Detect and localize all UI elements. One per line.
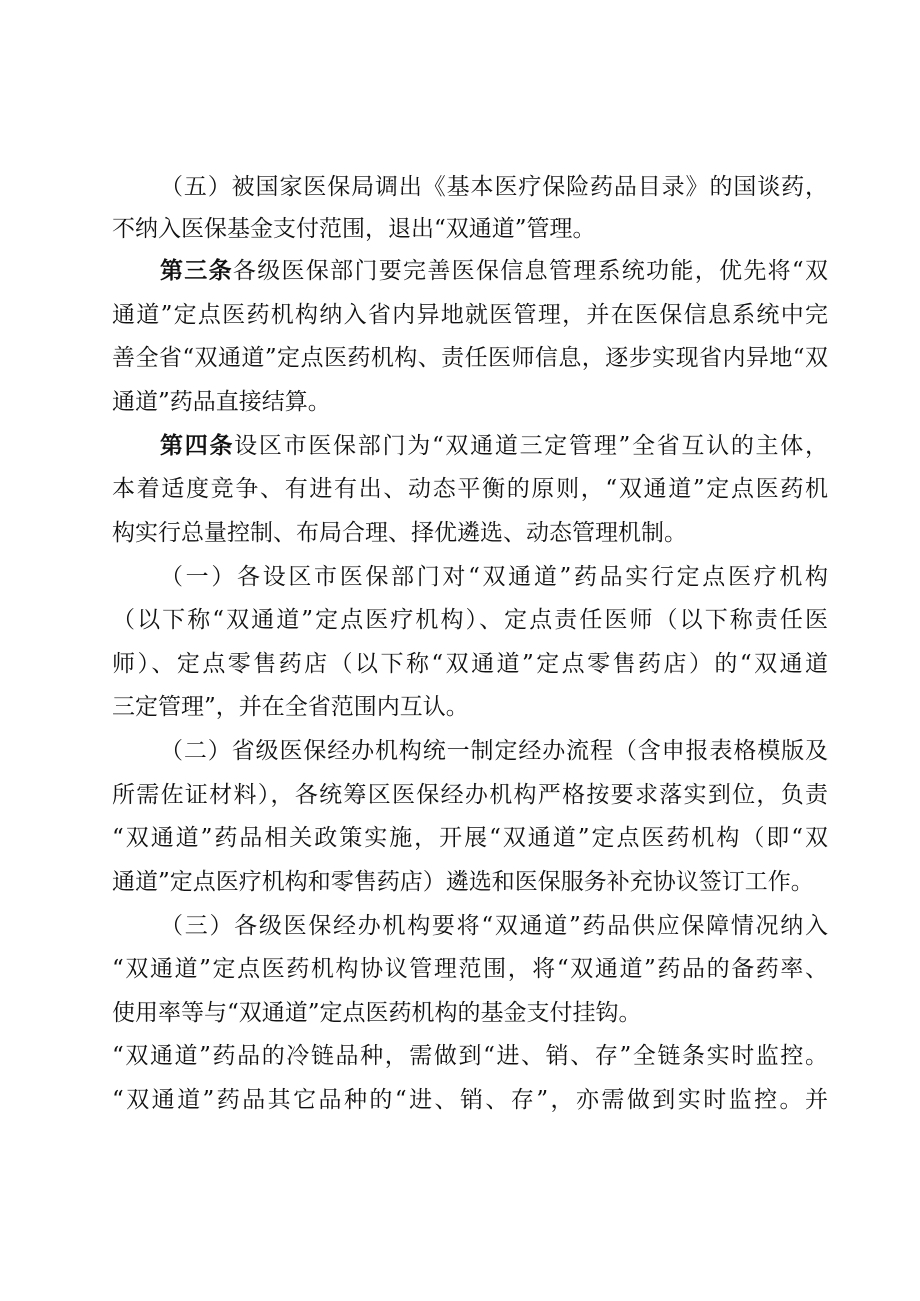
article-4-heading: 第四条 (160, 432, 235, 459)
text-line: （五）被国家医保局调出《基本医疗保险药品目录》的国谈药， (160, 174, 828, 200)
text-line: 三定管理”，并在全省范围内互认。 (112, 694, 469, 720)
text-line: （三）各级医保经办机构要将“双通道”药品供应保障情况纳入 (160, 913, 828, 939)
text-line: 善全省“双通道”定点医药机构、责任医师信息，逐步实现省内异地“双 (112, 345, 828, 371)
text-line: 通道”药品直接结算。 (112, 389, 331, 415)
text-span: 设区市医保部门为“双通道三定管理”全省互认的主体， (234, 433, 828, 459)
text-line: （一）各设区市医保部门对“双通道”药品实行定点医疗机构 (160, 564, 828, 590)
text-span: 各级医保部门要完善医保信息管理系统功能，优先将“双 (232, 258, 828, 284)
article-4-first-line (160, 431, 828, 461)
text-line: “双通道”定点医药机构协议管理范围，将“双通道”药品的备药率、 (112, 956, 828, 982)
text-line: 通道”定点医药机构纳入省内异地就医管理，并在医保信息系统中完 (112, 302, 828, 328)
text-line: （以下称“双通道”定点医疗机构）、定点责任医师（以下称责任医 (112, 607, 828, 633)
text-line: 通道”定点医疗机构和零售药店）遴选和医保服务补充协议签订工作。 (112, 869, 814, 895)
text-line: 本着适度竞争、有进有出、动态平衡的原则，“双通道”定点医药机 (112, 476, 828, 502)
text-line: 不纳入医保基金支付范围，退出“双通道”管理。 (112, 216, 596, 242)
text-line: “双通道”药品的冷链品种，需做到“进、销、存”全链条实时监控。 (112, 1043, 828, 1069)
text-line: （二）省级医保经办机构统一制定经办流程（含申报表格模版及 (160, 738, 828, 764)
text-line: 使用率等与“双通道”定点医药机构的基金支付挂钩。 (112, 1000, 642, 1026)
text-line: 所需佐证材料），各统筹区医保经办机构严格按要求落实到位，负责 (112, 782, 828, 808)
article-3-first-line (160, 256, 828, 286)
text-line: “双通道”药品相关政策实施，开展“双通道”定点医药机构（即“双 (112, 825, 828, 851)
article-3-heading: 第三条 (160, 257, 233, 284)
text-line: 构实行总量控制、布局合理、择优遴选、动态管理机制。 (112, 520, 687, 546)
text-line: 师）、定点零售药店（以下称“双通道”定点零售药店）的“双通道 (112, 651, 828, 677)
text-line: “双通道”药品其它品种的“进、销、存”，亦需做到实时监控。并 (112, 1087, 828, 1113)
